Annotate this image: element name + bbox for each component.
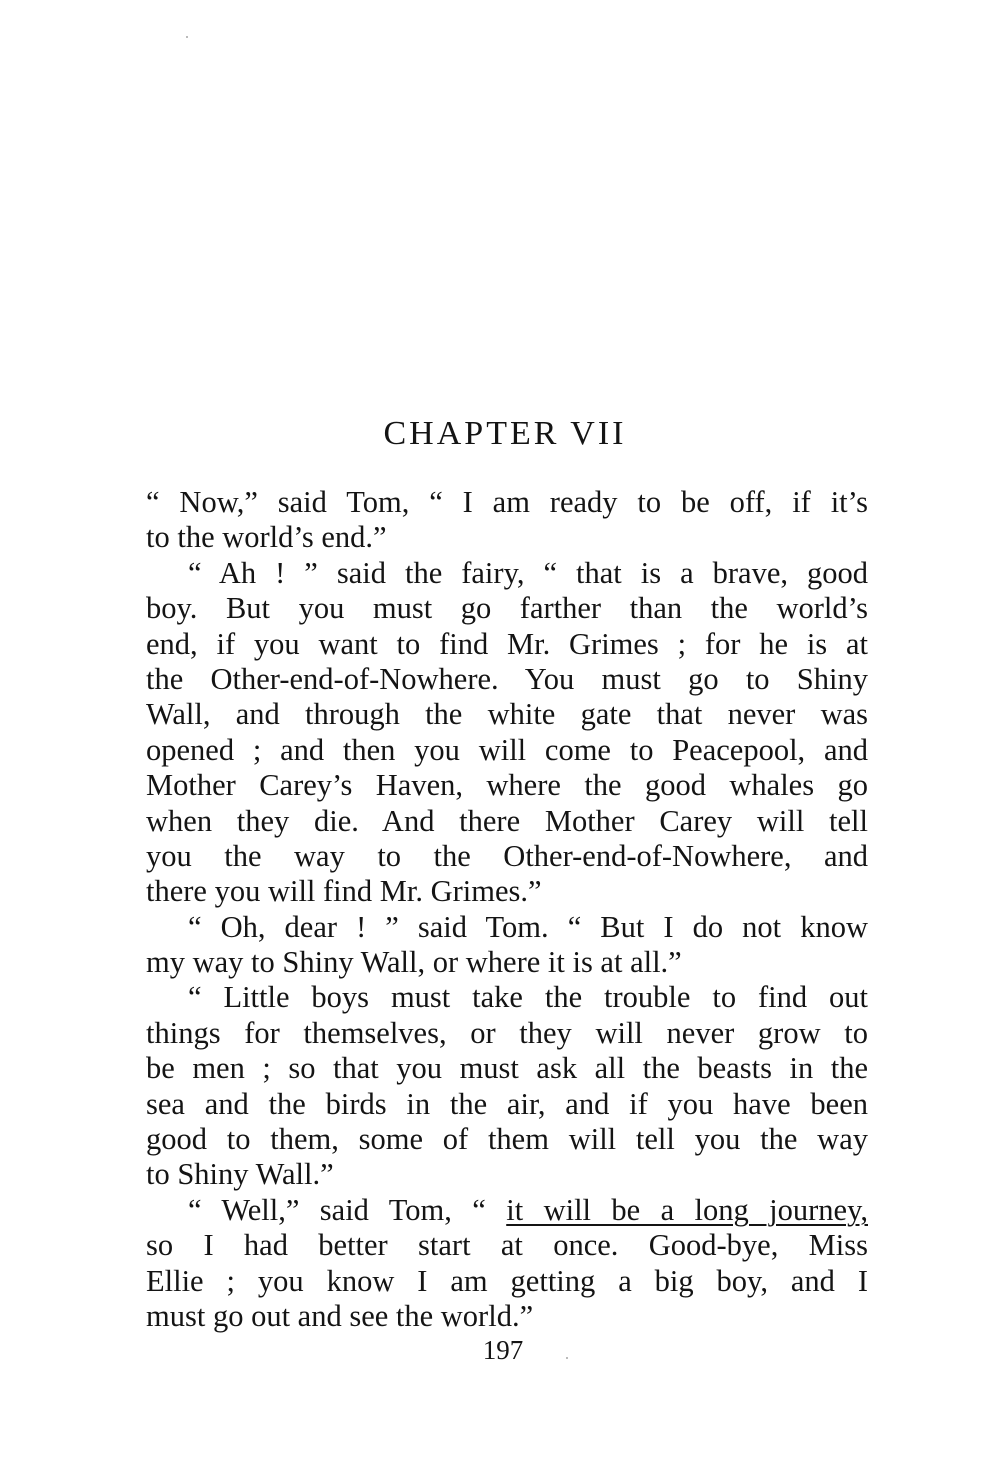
page-number: 197 xyxy=(482,1335,524,1365)
text-line: “ Now,” said Tom, “ I am ready to be off, if it’s xyxy=(146,485,868,519)
text-line: boy. But you must go farther than the world’s xyxy=(146,591,868,626)
text-line: opened ; and then you will come to Peacepool, and xyxy=(146,732,868,767)
text-line: must go out and see the world.” xyxy=(146,1298,534,1333)
body-text xyxy=(146,485,868,1334)
text-line: “ Little boys must take the trouble to find out xyxy=(188,980,868,1015)
text-line: so I had better start at once. Good-bye, Miss xyxy=(146,1228,868,1263)
text-line: when they die. And there Mother Carey will tell xyxy=(146,803,868,838)
paper-speck xyxy=(186,36,188,38)
text-line: to Shiny Wall.” xyxy=(146,1157,334,1192)
text-line: to the world’s end.” xyxy=(146,520,387,555)
text-line: “ Oh, dear ! ” said Tom. “ But I do not know xyxy=(188,909,868,944)
text-line: Wall, and through the white gate that never was xyxy=(146,697,868,732)
text-line: my way to Shiny Wall, or where it is at all.” xyxy=(146,945,682,980)
text-line xyxy=(146,1193,868,1228)
text-line: the Other-end-of-Nowhere. You must go to Shiny xyxy=(146,661,868,696)
text-line-start: “ Well,” said Tom, “ xyxy=(188,1192,507,1227)
text-line: Mother Carey’s Haven, where the good whales go xyxy=(146,768,868,803)
text-line: you the way to the Other-end-of-Nowhere, and xyxy=(146,838,868,873)
chapter-heading: CHAPTER VII xyxy=(383,415,627,452)
text-line: be men ; so that you must ask all the beasts in the xyxy=(146,1051,868,1086)
text-line: sea and the birds in the air, and if you have been xyxy=(146,1086,868,1121)
underlined-phrase: it will be a long journey, xyxy=(506,1192,868,1227)
text-line: good to them, some of them will tell you the way xyxy=(146,1122,868,1157)
text-line: things for themselves, or they will never grow to xyxy=(146,1015,868,1050)
text-line: “ Ah ! ” said the fairy, “ that is a brave, good xyxy=(188,555,868,590)
text-line: Ellie ; you know I am getting a big boy, and I xyxy=(146,1263,868,1298)
text-line: end, if you want to find Mr. Grimes ; for he is at xyxy=(146,626,868,661)
text-line: there you will find Mr. Grimes.” xyxy=(146,874,542,909)
